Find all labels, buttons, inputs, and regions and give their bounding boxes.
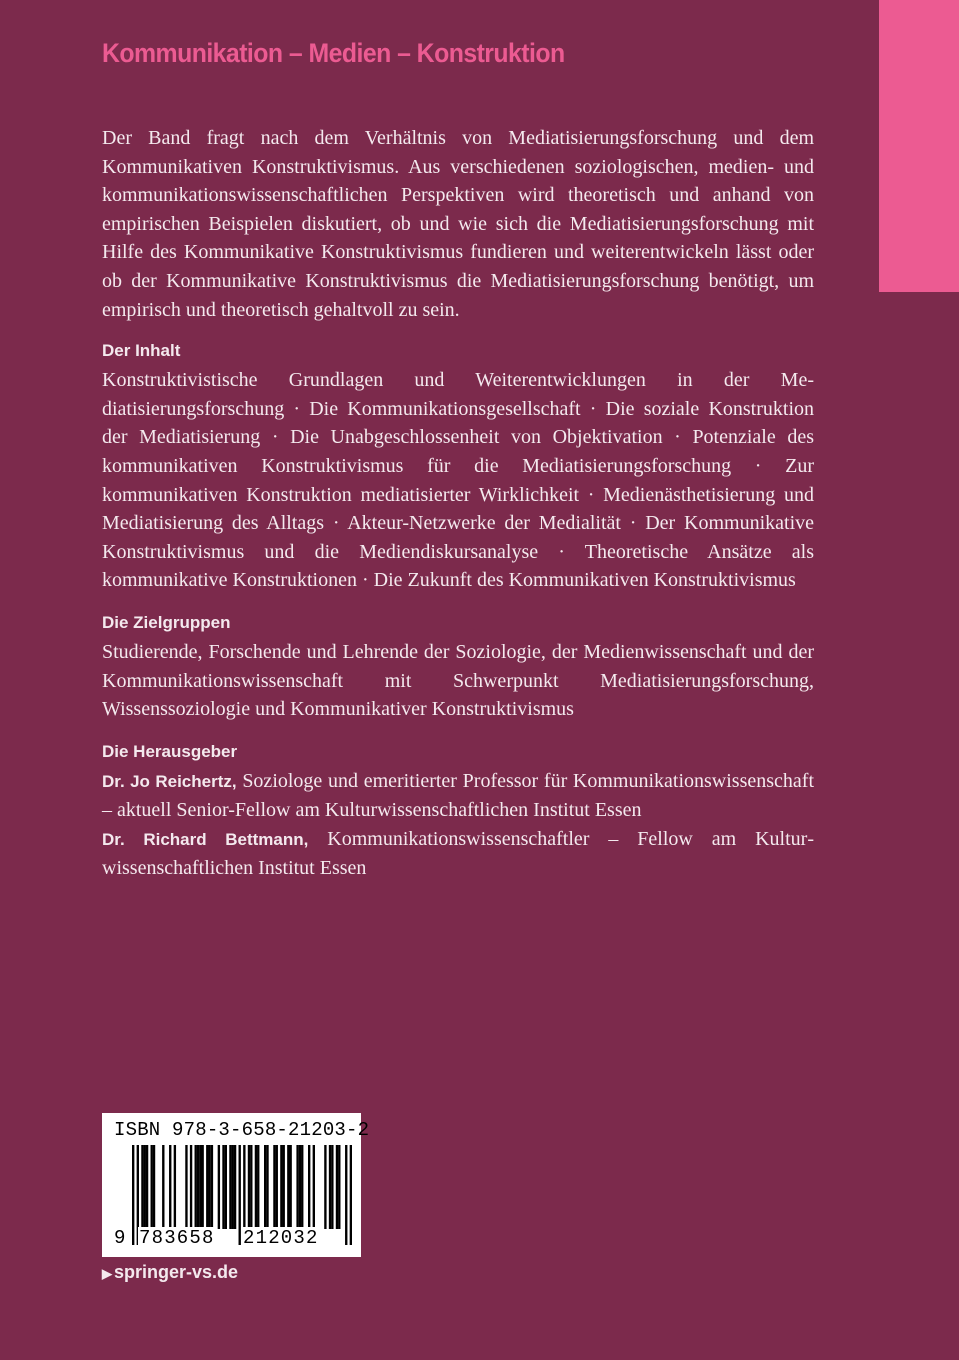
editor-name-1: Dr. Jo Reichertz, [102, 771, 237, 791]
barcode-bar [338, 1145, 340, 1229]
barcode-left-group: 783658 [139, 1227, 215, 1249]
publisher-website[interactable] [102, 1262, 238, 1283]
barcode-bar [151, 1145, 153, 1229]
barcode-bar [162, 1145, 164, 1229]
barcode-bar [287, 1145, 289, 1229]
barcode-bar [218, 1145, 220, 1229]
editor-entry-1 [102, 767, 814, 825]
barcode-bar [273, 1145, 275, 1229]
barcode-right-group: 212032 [243, 1227, 319, 1249]
editor-entry-2 [102, 825, 814, 883]
barcode-bar [190, 1145, 192, 1229]
barcode-bar [301, 1145, 303, 1229]
barcode-bar [276, 1145, 278, 1229]
isbn-label: ISBN 978-3-658-21203-2 [114, 1119, 370, 1141]
barcode-first-digit: 9 [114, 1227, 126, 1249]
barcode-bar [255, 1145, 257, 1229]
audience-paragraph: Studierende, Forschende und Lehrende der Soziologie, der Medienwissenschaft und der Kommunikationswissenschaft mit Schwerpunkt Mediatisierungsforschung, Wissenssoziologie und Kommunikativer Konstruktivismus [102, 640, 814, 721]
audience-heading: Die Zielgruppen [102, 612, 231, 632]
barcode-bar [169, 1145, 171, 1229]
barcode-bar [195, 1145, 197, 1229]
isbn-barcode [102, 1113, 370, 1257]
barcode-bar [174, 1145, 176, 1229]
barcode-bar [208, 1145, 210, 1229]
barcode-bar [345, 1145, 347, 1245]
barcode-bar [197, 1145, 199, 1229]
barcode-bar [280, 1145, 282, 1229]
barcode-bar [185, 1145, 187, 1229]
barcode-bar [248, 1145, 250, 1229]
barcode-bar [324, 1145, 326, 1229]
barcode-bar [146, 1145, 148, 1229]
series-title: Kommunikation – Medien – Konstruktion [102, 38, 565, 68]
barcode-bar [336, 1145, 338, 1229]
barcode-bar [141, 1145, 143, 1229]
barcode-bar [331, 1145, 333, 1229]
barcode-bar [201, 1145, 203, 1229]
contents-paragraph: Konstruktivistische Grundlagen und Weiterentwicklungen in der Mediatisierungsforschung · Die Kommunikationsgesellschaft · Die soziale Konstruktion der Mediatisierung · Die Unabgeschlossenheit von Objektivation · Potenziale des kommunikativen Konstruktivismus für die Mediatisierungsforschung · Zur kommunikativen Konstruktion mediatisierter Wirklichkeit · Medienästhetisierung und Mediatisierung des Alltags · Akteur-Netzwerke der Medialität · Der Kommunikative Konstruktivismus und die Mediendiskursanalyse · Theoretische Ansätze als kommunikative Konstruktionen · Die Zukunft des Kommunikativen Konstruktivismus [102, 369, 814, 592]
barcode-bar [153, 1145, 155, 1229]
barcode-bar [199, 1145, 201, 1229]
barcode-bar [329, 1145, 331, 1229]
barcode-bar [313, 1145, 315, 1229]
barcode-bar [229, 1145, 231, 1229]
editor-description-2: Kommunikationswissenschaftler – Fellow am Kulturwissenschaftlichen Institut Essen [102, 827, 814, 880]
website-label: springer-vs.de [114, 1262, 239, 1282]
intro-paragraph: Der Band fragt nach dem Verhältnis von Mediatisierungsforschung und dem Kommunikativen Konstruktivismus. Aus verschiedenen soziologischen, medien- und kommunikationswissenschaftlichen Perspektiven wird theoretisch und anhand von empirischen Beispielen diskutiert, ob und wie sich die Mediatisierungsforschung mit Hilfe des Kommunikative Konstruktivismus fundieren und weiterentwickeln lässt oder ob der Kommunikative Konstruktivismus die Mediatisierungsforschung benötigt, um empirisch und theoretisch gehaltvoll zu sein. [102, 127, 814, 321]
barcode-bar [283, 1145, 285, 1229]
barcode-bar [225, 1145, 227, 1229]
barcode-bar [257, 1145, 259, 1229]
barcode-bar [232, 1145, 234, 1229]
back-cover-text [102, 124, 814, 883]
barcode-bar [222, 1145, 224, 1229]
barcode-bar [308, 1145, 310, 1229]
editors-heading: Die Herausgeber [102, 741, 238, 761]
barcode-bar [296, 1145, 298, 1229]
barcode-bar [234, 1145, 236, 1229]
barcode-bar [211, 1145, 213, 1229]
barcode-bar [350, 1145, 352, 1245]
barcode-bar [239, 1145, 241, 1245]
barcode-bar [264, 1145, 266, 1229]
arrow-right-icon: ▶ [102, 1266, 112, 1281]
barcode-bar [144, 1145, 146, 1229]
pink-accent-tab [879, 0, 959, 292]
barcode-bar [299, 1145, 301, 1229]
barcode-bar [132, 1145, 134, 1245]
barcode-bar [250, 1145, 252, 1229]
editor-name-2: Dr. Richard Bettmann, [102, 829, 309, 849]
barcode-bar [289, 1145, 291, 1229]
barcode-bar [206, 1145, 208, 1229]
editor-description-1: Soziologe und emeritierter Professor für Kommunikationswissenschaft – aktuell Senior-Fellow am Kulturwissenschaftlichen Institut Essen [102, 769, 815, 822]
barcode-bar [266, 1145, 268, 1229]
contents-heading: Der Inhalt [102, 341, 181, 361]
